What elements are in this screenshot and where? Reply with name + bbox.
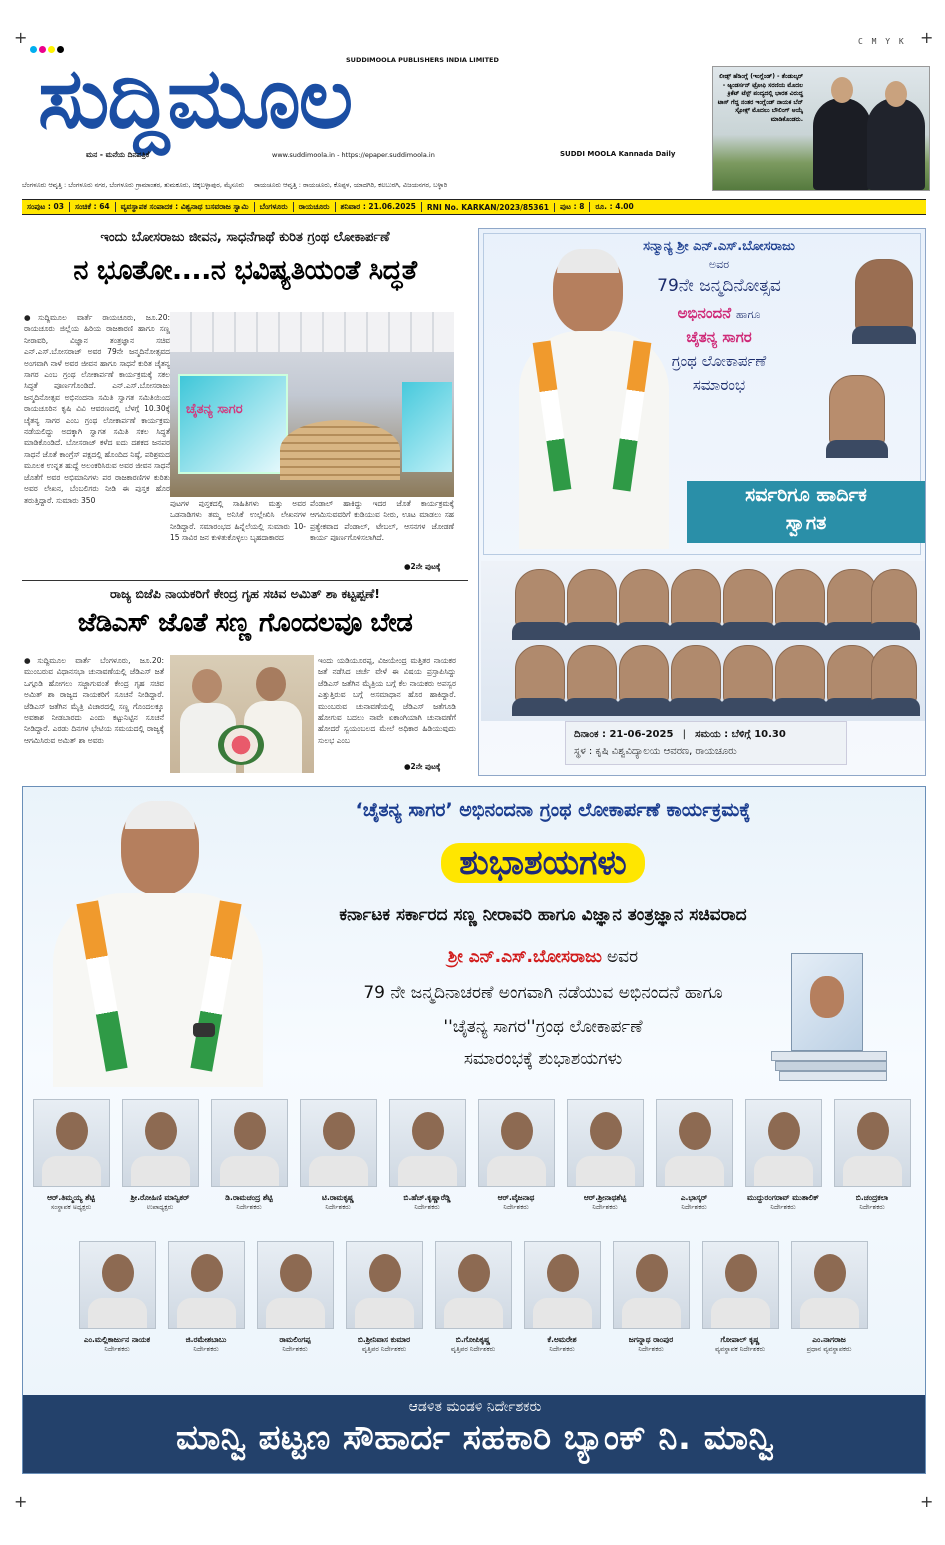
director-name: ರಾಮಲಿಂಗಪ್ಪ [279, 1335, 311, 1344]
event-date: ದಿನಾಂಕ : 21-06-2025 [574, 729, 674, 740]
organiser-face [619, 645, 669, 703]
crop-mark-top-right: + [920, 28, 934, 47]
director-role: ಪ್ರಧಾನ ವ್ಯವಸ್ಥಾಪಕರು [806, 1344, 852, 1353]
director-caption [114, 1193, 206, 1212]
director-caption [559, 1193, 651, 1212]
ad2-line-1: ಕರ್ನಾಟಕ ಸರ್ಕಾರದ ಸಣ್ಣ ನೀರಾವರಿ ಹಾಗೂ ವಿಜ್ಞಾನ ತಂತ್ರಜ್ಞಾನ ಸಚಿವರಾದ [339, 905, 747, 925]
director-photo [211, 1099, 288, 1187]
info-rni: RNI No. KARKAN/2023/85361 [422, 203, 555, 212]
director-name: ಬಿ.ಗೋಪಿಕೃಷ್ಣ [455, 1335, 491, 1344]
director-name: ಗೋಪಾಲ್ ಕೃಷ್ಣ [720, 1335, 760, 1344]
organiser-face [619, 569, 669, 627]
director-role: ನಿರ್ದೇಶಕರು [503, 1202, 529, 1211]
organiser-face [871, 569, 917, 627]
director-role: ವ್ಯವಸ್ಥಾಪಕ ನಿರ್ದೇಶಕರು [714, 1344, 766, 1353]
info-city-2: ರಾಯಚೂರು [294, 202, 336, 212]
director-photo [168, 1241, 245, 1329]
organiser-face [827, 569, 877, 627]
organiser-face [775, 569, 825, 627]
director-name: ಎಂ.ನಾಗರಾಜ [812, 1335, 846, 1344]
organiser-face [827, 645, 877, 703]
crop-mark-bottom-right: + [920, 1492, 934, 1511]
director-name: ಆರ್.ವೈಜನಾಥ [497, 1193, 535, 1202]
story1-kicker: ಇಂದು ಬೋಸರಾಜು ಜೀವನ, ಸಾಧನೆಗಾಥೆ ಕುರಿತ ಗ್ರಂಥ ಲೋಕಾರ್ಪಣೆ [100, 230, 390, 245]
event-venue: ಸ್ಥಳ : ಕೃಷಿ ವಿಶ್ವವಿದ್ಯಾಲಯ ಆವರಣ, ರಾಯಚೂರು [574, 746, 737, 757]
event-details: ದಿನಾಂಕ : 21-06-2025 | ಸಮಯ : ಬೆಳಿಗ್ಗೆ 10.30 ಸ್ಥಳ : ಕೃಷಿ ವಿಶ್ವವಿದ್ಯಾಲಯ ಆವರಣ, ರಾಯಚೂರು [565, 721, 847, 765]
office-raichur: ರಾಯಚೂರು ಆವೃತ್ತಿ : ರಾಯಚೂರು, ಕೊಪ್ಪಳ, ಯಾದಗಿರಿ, ಕಲಬುರಗಿ, ವಿಜಯನಗರ, ಬಳ್ಳಾರಿ [254, 181, 448, 189]
bank-greeting-advertisement [22, 786, 926, 1474]
birthday-advertisement [478, 228, 926, 776]
info-city-1: ಬೆಂಗಳೂರು [255, 202, 294, 212]
director-photo [435, 1241, 512, 1329]
ad2-wishes: ಶುಭಾಶಯಗಳು [441, 843, 644, 883]
ad2-line-5: ಸಮಾರಂಭಕ್ಕೆ ಶುಭಾಶಯಗಳು [463, 1049, 623, 1069]
director-caption [160, 1335, 252, 1354]
organiser-face [723, 645, 773, 703]
director-caption [427, 1335, 519, 1354]
director-name: ಕೆ.ಅಮರೇಶ [547, 1335, 577, 1344]
story2-headline[interactable]: ಜೆಡಿಎಸ್ ಜೊತೆ ಸಣ್ಣ ಗೊಂದಲವೂ ಬೇಡ [77, 608, 413, 638]
newspaper-logo: ಸುದ್ದಿಮೂಲ [38, 49, 352, 147]
director-name: ಎಂ.ಮಲ್ಲಿಕಾರ್ಜುನ ನಾಯಕ [83, 1335, 151, 1344]
director-caption [25, 1193, 117, 1212]
story2-photo [170, 655, 314, 773]
story2-kicker: ರಾಜ್ಯ ಬಿಜೆಪಿ ನಾಯಕರಿಗೆ ಕೇಂದ್ರ ಗೃಹ ಸಚಿವ ಅಮಿತ್ ಶಾ ಕಟ್ಟಪ್ಪಣೆ! [110, 586, 380, 601]
director-name: ಬಿ.ಚಂದ್ರಕಲಾ [855, 1193, 889, 1202]
director-name: ಜಿ.ರಮೇಶಬಾಬು [185, 1335, 227, 1344]
ad2-line-3: 79 ನೇ ಜನ್ಮದಿನಾಚರಣೆ ಅಂಗವಾಗಿ ನಡೆಯುವ ಅಭಿನಂದನೆ ಹಾಗೂ [363, 983, 723, 1003]
director-name: ಆರ್.ತಿಮ್ಮಯ್ಯ ಶೆಟ್ಟಿ [47, 1193, 95, 1202]
director-caption [516, 1335, 608, 1354]
info-pages: ಪುಟ : 8 [555, 202, 590, 212]
ad2-line-4: ''ಚೈತನ್ಯ ಸಾಗರ''ಗ್ರಂಥ ಲೋಕಾರ್ಪಣೆ [443, 1017, 643, 1037]
organiser-face [567, 645, 617, 703]
stage-screen: ಚೈತನ್ಯ ಸಾಗರ [178, 374, 288, 474]
director-caption [249, 1335, 341, 1354]
director-caption [71, 1335, 163, 1354]
director-photo [79, 1241, 156, 1329]
director-role: ನಿರ್ದೇಶಕರು [681, 1202, 707, 1211]
director-name: ಮುದ್ದುರಂಗರಾವ್ ಮುತಾಲಿಕ್ [747, 1193, 819, 1202]
director-role: ಸಂಸ್ಥಾಪಕ ಅಧ್ಯಕ್ಷರು [50, 1202, 92, 1211]
director-role: ನಿರ್ದೇಶಕರು [104, 1344, 130, 1353]
office-bengaluru: ಬೆಂಗಳೂರು ಆವೃತ್ತಿ : ಬೆಂಗಳೂರು ನಗರ, ಬೆಂಗಳೂರು ಗ್ರಾಮಾಂತರ, ತುಮಕೂರು, ಚಿಕ್ಕಬಳ್ಳಾಪುರ, ಮೈಸೂರು [22, 181, 245, 189]
director-photo [791, 1241, 868, 1329]
story2-column-1: ●ಸುದ್ದಿಮೂಲ ವಾರ್ತೆ ಬೆಂಗಳೂರು, ಜೂ.20: ಮುಂಬರುವ ವಿಧಾನಸಭಾ ಚುನಾವಣೆಯಲ್ಲಿ ಜೆಡಿಎಸ್ ಜತೆ ಒಗ್ಗೂಡಿ ಹೋಗಲು ಸಜ್ಜಾಗುವಂತೆ ಕೇಂದ್ರ ಗೃಹ ಸಚಿವ ಅಮಿತ್ ಶಾ ರಾಜ್ಯದ ನಾಯಕರಿಗೆ ಸೂಚನೆ ನೀಡಿದ್ದಾರೆ. ಜೆಡಿಎಸ್ ಜತೆಗಿನ ಮೈತ್ರಿ ವಿಚಾರದಲ್ಲಿ ಸಣ್ಣ ಗೊಂದಲಕ್ಕೂ ಅವಕಾಶ ನೀಡಬಾರದು ಎಂದು ಕಟ್ಟುನಿಟ್ಟಿನ ಸೂಚನೆ ನೀಡಿದ್ದಾರೆ. ಎರಡು ದಿನಗಳ ಭೇಟಿಯ ಸಮಯದಲ್ಲಿ ರಾಜ್ಯಕ್ಕೆ ಆಗಮಿಸಿರುವ ಅಮಿತ್ ಶಾ ಅವರು [24, 656, 164, 745]
director-photo [33, 1099, 110, 1187]
director-role: ವೃತ್ತಿಪರ ನಿರ್ದೇಶಕರು [450, 1344, 496, 1353]
ad1-avara: ಅವರ [708, 258, 730, 271]
story1-column-2: ಪುಟಗಳ ಪುಸ್ತಕದಲ್ಲಿ ಸಾಹಿತಿಗಳು ಮತ್ತು ಅವರ ಒಡನಾಡಿಗಳು ತಮ್ಮ ಅನಿಸಿಕೆ ಉಲ್ಲೇಖಿಸಿ ಲೇಖನಗಳ ನೀಡಿದ್ದಾರೆ. ಸಮಾರಂಭದ ಹಿನ್ನೆಲೆಯಲ್ಲಿ ಸುಮಾರು 10-15 ಸಾವಿರ ಜನ ಕುಳಿತುಕೊಳ್ಳಲು ಬೃಹದಾಕಾರದ [170, 499, 306, 543]
photo-caption: ಲೀಡ್ಸ್ ಹೆಡಿಂಗ್ಲೆ (ಇಂಗ್ಲೆಂಡ್) - ತೆಂಡುಲ್ಕರ್ - ಆ್ಯಂಡರ್ಸನ್ ಟ್ರೋಫಿ ಸರಣಿಯ ಮೊದಲ ಕ್ರಿಕೆಟ್ ಟೆಸ್ಟ್ ಪಂದ್ಯದಲ್ಲಿ ಭಾರತ ವಿರುದ್ಧ ಟಾಸ್ ಗೆದ್ದ ನಂತರ ಇಂಗ್ಲೆಂಡ್ ನಾಯಕ ಬೆನ್ ಸ್ಟೋಕ್ಸ್ ಮೊದಲು ಬೌಲಿಂಗ್ ಆಯ್ಕೆ ಮಾಡಿಕೊಂಡರು. [717, 73, 803, 123]
flower-bouquet [218, 725, 264, 765]
book-cover [791, 953, 863, 1051]
director-role: ನಿರ್ದೇಶಕರು [770, 1202, 796, 1211]
issue-info-bar [22, 199, 926, 215]
crop-mark-bottom-left: + [14, 1492, 28, 1511]
director-photo [656, 1099, 733, 1187]
director-caption [470, 1193, 562, 1212]
director-role: ನಿರ್ದೇಶಕರು [592, 1202, 618, 1211]
story2-column-2: ಇಂದು ಯಡಿಯೂರಪ್ಪ, ವಿಜಯೇಂದ್ರ ಮತ್ತಿತರ ನಾಯಕರ ಜತೆ ನಡೆಸಿದ ಚರ್ಚೆ ವೇಳೆ ಈ ವಿಷಯ ಪ್ರಸ್ತಾಪಿಸಿದ್ದು ಜೆಡಿಎಸ್ ಜತೆಗಿನ ಮೈತ್ರಿಯ ಬಗ್ಗೆ ಕೆಲ ನಾಯಕರು ಅಪಸ್ವರ ಎತ್ತುತ್ತಿರುವ ಬಗ್ಗೆ ಅಸಮಾಧಾನ ಹೊರ ಹಾಕಿದ್ದಾರೆ. ಮುಂಬರುವ ಚುನಾವಣೆಯಲ್ಲಿ ಜೆಡಿಎಸ್ ಜತೆಗೂಡಿ ಹೋಗುವ ಬದಲು ನಾವೇ ಏಕಾಂಗಿಯಾಗಿ ಚುನಾವಣೆಗೆ ಹೋದರೆ ಸ್ವಯಂಬಲದ ಮೇಲೆ ಅಧಿಕಾರ ಹಿಡಿಯುವುದು ಸುಲಭ ಎಂಬ [318, 656, 456, 745]
director-photo [389, 1099, 466, 1187]
organiser-face [515, 569, 565, 627]
guest-portrait-1 [855, 259, 913, 331]
director-name: ಟಿ.ರಾಮಕೃಷ್ಣ [322, 1193, 354, 1202]
ad1-haagu: ಹಾಗೂ [735, 308, 761, 321]
story1-column-1: ●ಸುದ್ದಿಮೂಲ ವಾರ್ತೆ ರಾಯಚೂರು, ಜೂ.20: ರಾಯಚೂರು ಜಿಲ್ಲೆಯ ಹಿರಿಯ ರಾಜಕಾರಣಿ ಹಾಗೂ ಸಣ್ಣ ನೀರಾವರಿ, ವಿಜ್ಞಾನ ತಂತ್ರಜ್ಞಾನ ಸಚಿವ ಎನ್.ಎಸ್.ಬೋಸರಾಜ್ ಅವರ 79ನೇ ಜನ್ಮದಿನೋತ್ಸವದ ಅಂಗವಾಗಿ ನಾಳೆ ಅವರ ಜೀವನ ಹಾಗೂ ಸಾಧನೆ ಕುರಿತ ಚೈತನ್ಯ ಸಾಗರ ಎಂಬ ಗ್ರಂಥ ಲೋಕಾರ್ಪಣೆ ಕಾರ್ಯಕ್ರಮಕ್ಕೆ ಸಕಲ ಸಿದ್ಧತೆ ಪೂರ್ಣಗೊಂಡಿದೆ. ಎನ್.ಎಸ್.ಬೋಸರಾಜು ಜನ್ಮದಿನೋತ್ಸವ ಅಭಿನಂದನಾ ಸಮಿತಿ ಸ್ವಾಗತ ಸಮಿತಿಯಿಂದ ರಾಯಚೂರಿನ ಕೃಷಿ ವಿವಿ ಆವರಣದಲ್ಲಿ ಬೆಳಗ್ಗೆ 10.30ಕ್ಕೆ ಚೈತನ್ಯ ಸಾಗರ ಎಂಬ ಗ್ರಂಥ ಲೋಕಾರ್ಪಣೆ ಕಾರ್ಯಕ್ರಮ ನಡೆಯಲಿದ್ದು ಅದಕ್ಕಾಗಿ ಸ್ವಾಗತ ಸಮಿತಿ ಸಕಲ ಸಿದ್ಧತೆ ಮಾಡಿಕೊಂಡಿದೆ. ಬೋಸರಾಜ್ ಕಳೆದ ಐದು ದಶಕದ ಜನಪರ ಸಾಧನೆ ಜೊತೆ ಕಾಂಗ್ರೆಸ್ ಪಕ್ಷದಲ್ಲಿ ಹೊಂದಿದ ನಿಷ್ಠೆ, ಪರಿಶ್ರಮದ ಮೂಲಕ ಉನ್ನತ ಹುದ್ದೆ ಅಲಂಕರಿಸಿರುವ ಅವರ ಜೀವನ ಸಾಧನೆ ಜೊತೆಗೆ ಅವರ ಅಭಿಮಾನಿಗಳು ಪರ ರಾಜಕಾರಣಿಗಳ ಕುರಿತು ಅವರ ಲೇಖನ, ಬೆಂಬಲಿಗರು ನೀಡಿ ಈ ಪುಸ್ತಕ ಹೊರ ತರುತ್ತಿದ್ದಾರೆ. ಸುಮಾರು 350 [24, 313, 170, 505]
player-figure-left [813, 98, 871, 190]
publisher-name: SUDDIMOOLA PUBLISHERS INDIA LIMITED [346, 56, 499, 64]
story1-photo [170, 312, 454, 497]
crop-mark-top-left: + [14, 28, 28, 47]
guest-portrait-2 [829, 375, 885, 445]
story1-column-3: ಪೆಂಡಾಲ್ ಹಾಕಿದ್ದು ಇದರ ಜೊತೆ ಕಾರ್ಯಕ್ರಮಕ್ಕೆ ಆಗಮಿಸುವವರಿಗೆ ಕುಡಿಯುವ ನೀರು, ಊಟ ಮಾಡಲು ಸಹ ಪ್ರತ್ಯೇಕವಾದ ಪೆಂಡಾಲ್, ಟೇಬಲ್, ಆಸನಗಳ ಜೋಡಣೆ ಕಾರ್ಯ ಪೂರ್ಣಗೊಳಿಸಲಾಗಿದೆ. [310, 499, 454, 543]
welcome-line-2: ಸ್ವಾಗತ [785, 512, 827, 534]
director-photo [567, 1099, 644, 1187]
info-volume: ಸಂಪುಟ : 03 [22, 202, 70, 212]
ad1-book-title: ಚೈತನ್ಯ ಸಾಗರ [686, 328, 752, 346]
director-caption [737, 1193, 829, 1212]
director-caption [826, 1193, 918, 1212]
director-caption [338, 1335, 430, 1354]
director-role: ನಿರ್ದೇಶಕರು [638, 1344, 664, 1353]
organiser-face [775, 645, 825, 703]
director-photo [613, 1241, 690, 1329]
organiser-face [723, 569, 773, 627]
director-caption [694, 1335, 786, 1354]
ad1-release: ಗ್ರಂಥ ಲೋಕಾರ್ಪಣೆ [671, 352, 767, 370]
ad2-honoree-name: ಶ್ರೀ ಎನ್.ಎಸ್.ಬೋಸರಾಜು [447, 947, 602, 967]
director-photo [745, 1099, 822, 1187]
info-editor: ವ್ಯವಸ್ಥಾಪಕ ಸಂಪಾದಕ : ವಿಶ್ವನಾಥ ಬಸವರಾಜ ಸ್ವಾಮಿ [116, 202, 255, 212]
director-photo [702, 1241, 779, 1329]
masthead-photo [712, 66, 930, 191]
director-photo [478, 1099, 555, 1187]
tagline: ಮನ - ಮನೆಯ ದಿನಪತ್ರಿಕೆ [86, 150, 150, 159]
director-photo [122, 1099, 199, 1187]
organiser-face [671, 569, 721, 627]
director-photo [257, 1241, 334, 1329]
welcome-line-1: ಸರ್ವರಿಗೂ ಹಾರ್ದಿಕ [745, 484, 867, 506]
director-role: ನಿರ್ದೇಶಕರು [549, 1344, 575, 1353]
director-role: ನಿರ್ದೇಶಕರು [859, 1202, 885, 1211]
director-name: ಬಿ.ಹೆಚ್.ಕೃಷ್ಣಾರೆಡ್ಡಿ [403, 1193, 451, 1202]
website[interactable]: www.suddimoola.in - https://epaper.suddimoola.in [272, 151, 435, 159]
story2-jump-link[interactable]: ●2ನೇ ಪುಟಕ್ಕೆ [404, 762, 441, 771]
director-caption [381, 1193, 473, 1212]
stage-platform [280, 420, 400, 480]
director-name: ಎ.ಭಾಸ್ಕರ್ [680, 1193, 708, 1202]
info-price: ರೂ. : 4.00 [595, 202, 634, 211]
organiser-face [515, 645, 565, 703]
book-stack-image [771, 953, 889, 1093]
info-issue: ಸಂಚಿಕೆ : 64 [70, 202, 116, 212]
director-photo [300, 1099, 377, 1187]
director-role: ನಿರ್ದೇಶಕರು [282, 1344, 308, 1353]
director-caption [648, 1193, 740, 1212]
director-name: ಆರ್.ಶ್ರೀನಾಥಶೆಟ್ಟಿ [583, 1193, 627, 1202]
director-role: ಉಪಾಧ್ಯಕ್ಷರು [146, 1202, 174, 1211]
story1-headline[interactable]: ನ ಭೂತೋ....ನ ಭವಿಷ್ಯತಿಯಂತೆ ಸಿದ್ಧತೆ [73, 255, 417, 286]
welcome-banner [687, 481, 925, 543]
organiser-face [567, 569, 617, 627]
director-caption [605, 1335, 697, 1354]
player-figure-right [867, 98, 925, 190]
info-date: ಶನಿವಾರ : 21.06.2025 [336, 202, 422, 212]
director-photo [524, 1241, 601, 1329]
director-name: ಡಿ.ರಾಮಚಂದ್ರ ಶೆಟ್ಟಿ [225, 1193, 273, 1202]
bank-name: ಮಾನ್ವಿ ಪಟ್ಟಣ ಸೌಹಾರ್ದ ಸಹಕಾರಿ ಬ್ಯಾಂಕ್ ನಿ. ಮಾನ್ವಿ [175, 1418, 775, 1458]
english-name: SUDDI MOOLA Kannada Daily [560, 150, 676, 158]
bank-banner [23, 1395, 926, 1474]
director-role: ನಿರ್ದೇಶಕರು [325, 1202, 351, 1211]
director-name: ಜಗನ್ನಾಥ ರಾಂಪುರ [628, 1335, 674, 1344]
ad2-minister-portrait [43, 797, 273, 1087]
director-role: ನಿರ್ದೇಶಕರು [193, 1344, 219, 1353]
director-role: ನಿರ್ದೇಶಕರು [236, 1202, 262, 1211]
director-role: ನಿರ್ದೇಶಕರು [414, 1202, 440, 1211]
board-label: ಆಡಳಿತ ಮಂಡಳಿ ನಿರ್ದೇಶಕರು [408, 1399, 542, 1415]
ad2-avara: ಅವರ [606, 947, 639, 967]
ad1-honoree: ಸನ್ಮಾನ್ಯ ಶ್ರೀ ಎನ್.ಎಸ್.ಬೋಸರಾಜು [643, 239, 795, 254]
director-caption [203, 1193, 295, 1212]
director-caption [783, 1335, 875, 1354]
director-name: ಶ್ರೀ.ರೋಹಿಣಿ ಮಾನ್ವಿಕರ್ [130, 1193, 190, 1202]
story-divider [22, 580, 468, 581]
edition-offices [22, 181, 692, 190]
cmyk-label: C M Y K [858, 37, 906, 46]
director-photo [834, 1099, 911, 1187]
director-name: ಬಿ.ಶ್ರೀನಿವಾಸ ಕುಮಾರ [357, 1335, 411, 1344]
organiser-face [671, 645, 721, 703]
organisers-photo-grid [481, 561, 925, 721]
story1-jump-link[interactable]: ●2ನೇ ಪುಟಕ್ಕೆ [404, 562, 441, 571]
wristwatch-icon [193, 1023, 215, 1037]
ad1-ceremony: ಸಮಾರಂಭ [692, 376, 746, 394]
ad1-birthday-title: 79ನೇ ಜನ್ಮದಿನೋತ್ಸವ [657, 276, 781, 296]
director-photo [346, 1241, 423, 1329]
ad1-abhinandane: ಅಭಿನಂದನೆ [677, 304, 732, 322]
director-role: ವೃತ್ತಿಪರ ನಿರ್ದೇಶಕರು [361, 1344, 407, 1353]
ad2-title: ‘ಚೈತನ್ಯ ಸಾಗರ’ ಅಭಿನಂದನಾ ಗ್ರಂಥ ಲೋಕಾರ್ಪಣೆ ಕಾರ್ಯಕ್ರಮಕ್ಕೆ [355, 799, 751, 821]
event-time: ಸಮಯ : ಬೆಳಿಗ್ಗೆ 10.30 [695, 729, 786, 740]
director-caption [292, 1193, 384, 1212]
organiser-face [871, 645, 917, 703]
